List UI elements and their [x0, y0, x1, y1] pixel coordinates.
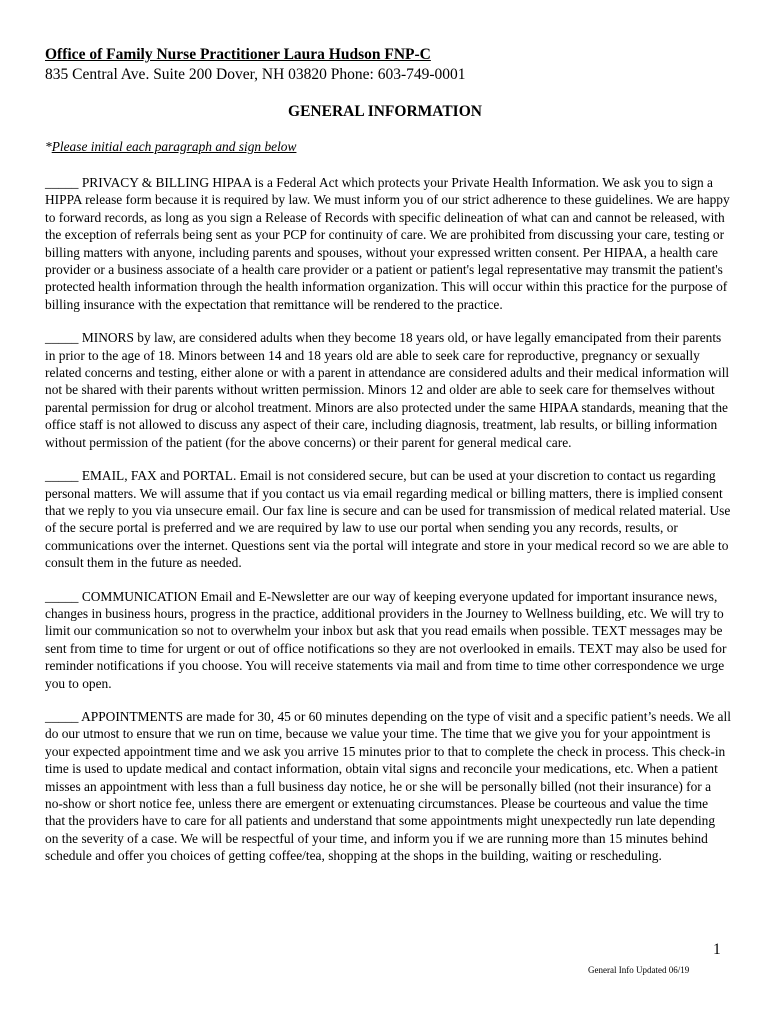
privacy-billing-paragraph: _____ PRIVACY & BILLING HIPAA is a Federal Act which protects your Private Health Information. We ask you to sign a HIPPA release form because it is required by law. We must inform you of our strict adherence to these guidelines. We are happy to forward records, as long as you sign a Release of Records with specific delineation of what can and cannot be released, with the exception of referrals being sent as your PCP for continuity of care. We are prohibited from discussing your care, testing or billing matters with anyone, including parents and spouses, without your expressed written consent. Per HIPAA, a health care provider or a business associate of a health care provider or a patient or patient's legal representative may transmit the patient's protected health information through the health information organization. This will occur within this practice for the purpose of billing insurance with the expectation that remittance will be rendered to the practice.: [45, 175, 730, 312]
email-fax-portal-paragraph: _____ EMAIL, FAX and PORTAL. Email is not considered secure, but can be used at your discretion to contact us regarding personal matters. We will assume that if you contact us via email regarding medical or billing matters, there is implied consent that we reply to you via unsecure email. Our fax line is secure and can be used for transmission of medical related material. Use of the secure portal is preferred and we are required by law to use our portal when sending you any records, results, or communications over the internet. Questions sent via the portal will integrate and store in your medical record so we are able to consult them in the future as needed.: [45, 468, 731, 571]
instruction-line: [45, 137, 296, 157]
page-number: 1: [713, 941, 721, 958]
document-title: GENERAL INFORMATION: [288, 103, 482, 120]
footer-update-note: General Info Updated 06/19: [588, 965, 690, 975]
paragraph-list: [45, 174, 731, 881]
appointments-paragraph: _____ APPOINTMENTS are made for 30, 45 or 60 minutes depending on the type of visit and a specific patient’s needs. We all do our utmost to ensure that we run on time, because we value your time. The time that we give you for your appointment is your expected appointment time and we ask you arrive 15 minutes prior to that to complete the check in process. This check-in time is used to update medical and contact information, obtain vital signs and reconcile your medications, etc. When a patient misses an appointment with less than a full business day notice, he or she will be personally billed (not their insurance) for a no-show or short notice fee, unless there are emergent or extenuating circumstances. Please be courteous and value the time that the providers have to care for all patients and understand that some appointments might unexpectedly run late depending on the severity of a case. We will be respectful of your time, and inform you if we are running more than 15 minutes behind schedule and offer you choices of getting coffee/tea, shopping at the shops in the building, waiting or rescheduling.: [45, 708, 731, 864]
communication-paragraph: _____ COMMUNICATION Email and E-Newsletter are our way of keeping everyone updated for important insurance news, changes in business hours, progress in the practice, additional providers in the Journey to Wellness building, etc. We will try to limit our communication so not to overwhelm your inbox but ask that you read emails when possible. TEXT messages may be sent from time to time for urgent or out of office notifications so they are not overlooked in emails. TEXT may also be used for reminder notifications if you choose. You will receive statements via mail and from time to time other correspondence we urge you to open.: [45, 588, 727, 691]
office-title: Office of Family Nurse Practitioner Laura Hudson FNP-C: [45, 46, 431, 63]
office-address: 835 Central Ave. Suite 200 Dover, NH 03820 Phone: 603-749-0001: [45, 66, 466, 83]
instruction-text: Please initial each paragraph and sign below: [51, 139, 297, 154]
instruction-asterisk: *: [45, 139, 52, 154]
minors-paragraph: _____ MINORS by law, are considered adults when they become 18 years old, or have legally emancipated from their parents in prior to the age of 18. Minors between 14 and 18 years old are able to seek care for reproductive, pregnancy or sexually related concerns and testing, either alone or with a parent in attendance are considered adults and their medical information will not be shared with their parents without written permission. Minors 12 and older are able to seek care for themselves without parental permission for drug or alcohol treatment. Minors are also protected under the same HIPAA standards, meaning that the office staff is not allowed to discuss any aspect of their care, including diagnosis, treatment, lab results, or billing information without permission of the patient (for the above concerns) or their parent for general medical care.: [45, 330, 730, 450]
